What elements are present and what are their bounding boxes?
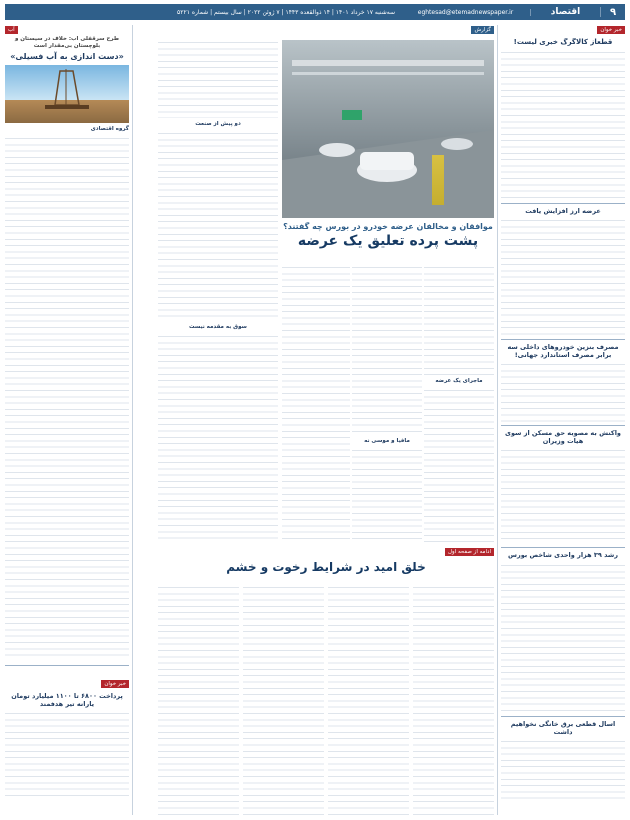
main-text-col-2: [352, 265, 422, 545]
main-headline-block: [282, 222, 494, 262]
main-text-col-3: [282, 265, 350, 545]
subhead-c: مافیا و موسی نه: [364, 438, 410, 444]
dateline: سه‌شنبه ۱۷ خرداد ۱۴۰۱ | ۱۴ ذوالقعده ۱۴۴۳ | ۷ ژوئن ۲۰۲۲ | سال بیستم | شماره ۵۲۲۱: [177, 8, 395, 16]
left-kicker: طرح سرقفلی آب: خلاف در سیستان و بلوچستان بی‌مقدار است: [14, 36, 120, 49]
right-headline-4: واکنش به مصوبه حق مسکن از سوی هیات وزیران: [505, 429, 621, 446]
text-block: [158, 131, 278, 321]
bottom-title: خلق امید در شرایط رخوت و خشم: [226, 560, 426, 574]
text-block: [328, 585, 409, 815]
bottom-story-text: [158, 585, 494, 815]
right-headline-2: عرضه ارز افزایش یافت: [525, 206, 601, 215]
subhead-b: ماجرای یک عرضه: [435, 378, 483, 384]
left-byline: گروه اقتصادی: [90, 125, 129, 132]
bottom-headline-block: [158, 560, 494, 582]
text-block: [352, 265, 422, 435]
text-block: [352, 448, 422, 543]
text-block: [158, 40, 278, 118]
page-number: ۹: [609, 6, 617, 18]
text-block: [5, 711, 129, 801]
main-subtitle: موافقان و مخالفان عرضه خودرو در بورس چه گفتند؟: [283, 222, 493, 231]
car-factory-photo: [282, 40, 494, 218]
middle-news-column: [158, 40, 278, 545]
text-block: [501, 362, 625, 422]
text-block: [501, 739, 625, 799]
middle-subhead-2: سوق به مقدمه نیست: [189, 323, 247, 330]
text-block: [501, 448, 625, 544]
right-news-column: [501, 38, 625, 813]
text-block: [424, 265, 494, 375]
text-block: [501, 50, 625, 200]
text-block: [413, 585, 494, 815]
left-title: «دست اندازی به آب فسیلی»: [10, 51, 124, 61]
page-header: [5, 4, 625, 20]
text-block: [424, 388, 494, 543]
section-email[interactable]: eghtesad@etemadnewspaper.ir: [401, 9, 531, 16]
tag-left-news: خبر خوان: [101, 680, 129, 688]
tag-water: آب: [5, 26, 18, 34]
text-block: [282, 265, 350, 540]
middle-subhead-1: دو پیش از صنعت: [195, 121, 241, 127]
text-block: [5, 136, 129, 661]
text-block: [501, 218, 625, 336]
oil-rig-photo: [5, 65, 129, 123]
tag-report: گزارش: [471, 26, 494, 34]
section-name: اقتصاد: [531, 7, 601, 17]
left-bottom-title: پرداخت ۶۸۰۰ تا ۱۱۰۰ میلیارد تومان یارانه تیر هدفمند: [11, 691, 123, 708]
text-block: [243, 585, 324, 815]
text-block: [501, 563, 625, 713]
left-news-column: [5, 36, 129, 816]
right-headline-5: رشد ۳۹ هزار واحدی شاخص بورس: [508, 551, 618, 560]
tag-continued: ادامه از صفحه اول: [445, 548, 494, 556]
main-text-col-1: [424, 265, 494, 545]
tag-news: خبر خوان: [597, 26, 625, 34]
right-headline-1: قطعاز کالاگرگ خبری لیست!: [513, 38, 613, 46]
main-title: پشت پرده تعلیق یک عرضه: [297, 233, 479, 249]
right-headline-3: مصرف بنزین خودروهای داخلی سه برابر مصرف استاندارد جهانی!: [507, 342, 619, 359]
right-headline-6: اسال قطعی برق خانگی نخواهیم داشت: [510, 719, 616, 736]
text-block: [158, 585, 239, 815]
text-block: [158, 334, 278, 544]
